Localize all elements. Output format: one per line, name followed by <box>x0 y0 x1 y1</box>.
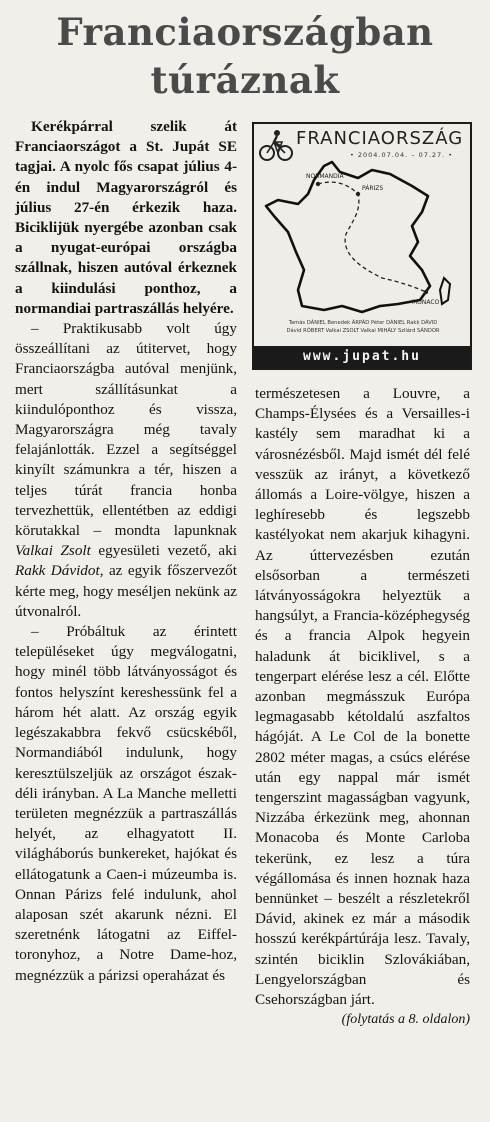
headline-line-2: túráznak <box>150 58 340 102</box>
website-url: www.jupat.hu <box>254 346 470 368</box>
paragraph-2: – Próbáltuk az érintett településeket úgy megválogatni, hogy minél több látványosságot és fontos helyszínt kereshessünk fel a három hét alatt. Az ország egyik legészakabbra fekvő csücskéből, Normandiából indulunk, hogy keresztülszeljük az országot észak-déli irányban. A La Manche melletti területen megnézzük a partraszállás helyét, az elhagyatott II. világháborús bunkereket, hajókat és ellátogatunk a Caen-i múzeumba is. Onnan Párizs felé indulunk, ahol alaposan szét akarunk nézni. El szeretnénk látogatni az Eiffel-toronyhoz, a Notre Dame-hoz, megnézzük a párizsi operaházat és <box>15 623 237 984</box>
article-column-1 <box>15 117 237 986</box>
city-label-monaco: MONACO <box>412 299 440 306</box>
person-name-rakk: Rakk Dávidot <box>15 562 100 580</box>
team-names <box>258 319 468 335</box>
city-label-parizs: PÁRIZS <box>362 185 384 192</box>
headline <box>0 8 490 104</box>
paragraph-1 <box>15 319 237 622</box>
paragraph-3: természetesen a Louvre, a Champs-Élysées és a Versailles-i kastély sem maradhat ki a városnézésből. Majd ismét dél felé vesszük az irányt, a következő állomás a Loire-völgye, hiszen a leghíresebb és legszebb kastélyokat nem akarjuk kihagyni. Az úttervezésben ezután elsősorban a természeti látványosságokra helyeztük a hangsúlyt, a Francia-középhegység és a francia Alpok hegyein haladunk át biciklivel, s a tengerpart elérése lesz a cél. Előtte azonban megmásszuk Európa legmagasabb kétoldalú aszfaltos hágóját. A Le Col de la bonette 2802 méter magas, a csúcs elérése után egy nappal már ismét tengerszint magasságban vagyunk, Nizzába érkezünk meg, ahonnan Monacoba és Monte Carloba tekerünk, ez lesz a túra végállomása és innen hoznak haza bennünket – beszélt a részletekről Dávid, akinek ez már a második hosszú kerékpártúrája lesz. Tavaly, szintén biciklin Szlovákiában, Lengyelországban és Csehországban járt. <box>255 385 470 1009</box>
paragraph-1-end: , az egyik főszervezőt kérte meg, hogy meséljen nekünk az útvonalról. <box>15 562 237 620</box>
headline-line-1: Franciaországban <box>56 10 434 54</box>
paragraph-1-text: – Praktikusabb volt úgy összeállítani az útitervet, hogy Franciaországba autóval menjünk, mert szállításunkat a kiindulóponthoz és vissza, Magyarországra még tavaly felajánlották. Ezzel a segítséggel kinyílt számunkra a tér, hiszen a teljes túrát francia honba tervezhettük, ellentétben az eddigi körutakkal – mondta lapunknak <box>15 320 237 540</box>
team-names-line-2: Dávid RÓBERT Valkai ZSOLT Valkai MIHÁLY Szilárd SÁNDOR <box>286 328 440 334</box>
team-names-line-1: Tamás DÁNIEL Benedek ÁRPÁD Péter DÁNIEL Rakk DÁVID <box>288 320 438 326</box>
person-name-valkai: Valkai Zsolt <box>15 542 91 560</box>
map-dates: • 2004.07.04. – 07.27. • <box>350 151 454 159</box>
cyclist-icon <box>258 128 294 162</box>
route-line <box>318 182 426 292</box>
article-column-2 <box>255 384 470 1031</box>
route-map-box <box>252 122 472 370</box>
lead-paragraph: Kerékpárral szelik át Franciaországot a St. Jupát SE tagjai. A nyolc fős csapat július 4-én indul Magyarországról és július 27-én érkezik haza. Biciklijük nyergébe azonban csak a nyugat-európai országba szállnak, hiszen autóval érkeznek a kiindulási ponthoz, a normandiai partraszállás helyére. <box>15 118 237 317</box>
paragraph-1-mid: egyesületi vezető, aki <box>90 542 237 560</box>
corsica-outline <box>440 278 450 304</box>
france-map <box>262 160 462 316</box>
france-outline <box>266 162 430 312</box>
city-label-normandia: NORMANDIA <box>306 173 344 180</box>
map-title: FRANCIAORSZÁG <box>296 128 464 149</box>
continuation-note: (folytatás a 8. oldalon) <box>341 1012 470 1028</box>
